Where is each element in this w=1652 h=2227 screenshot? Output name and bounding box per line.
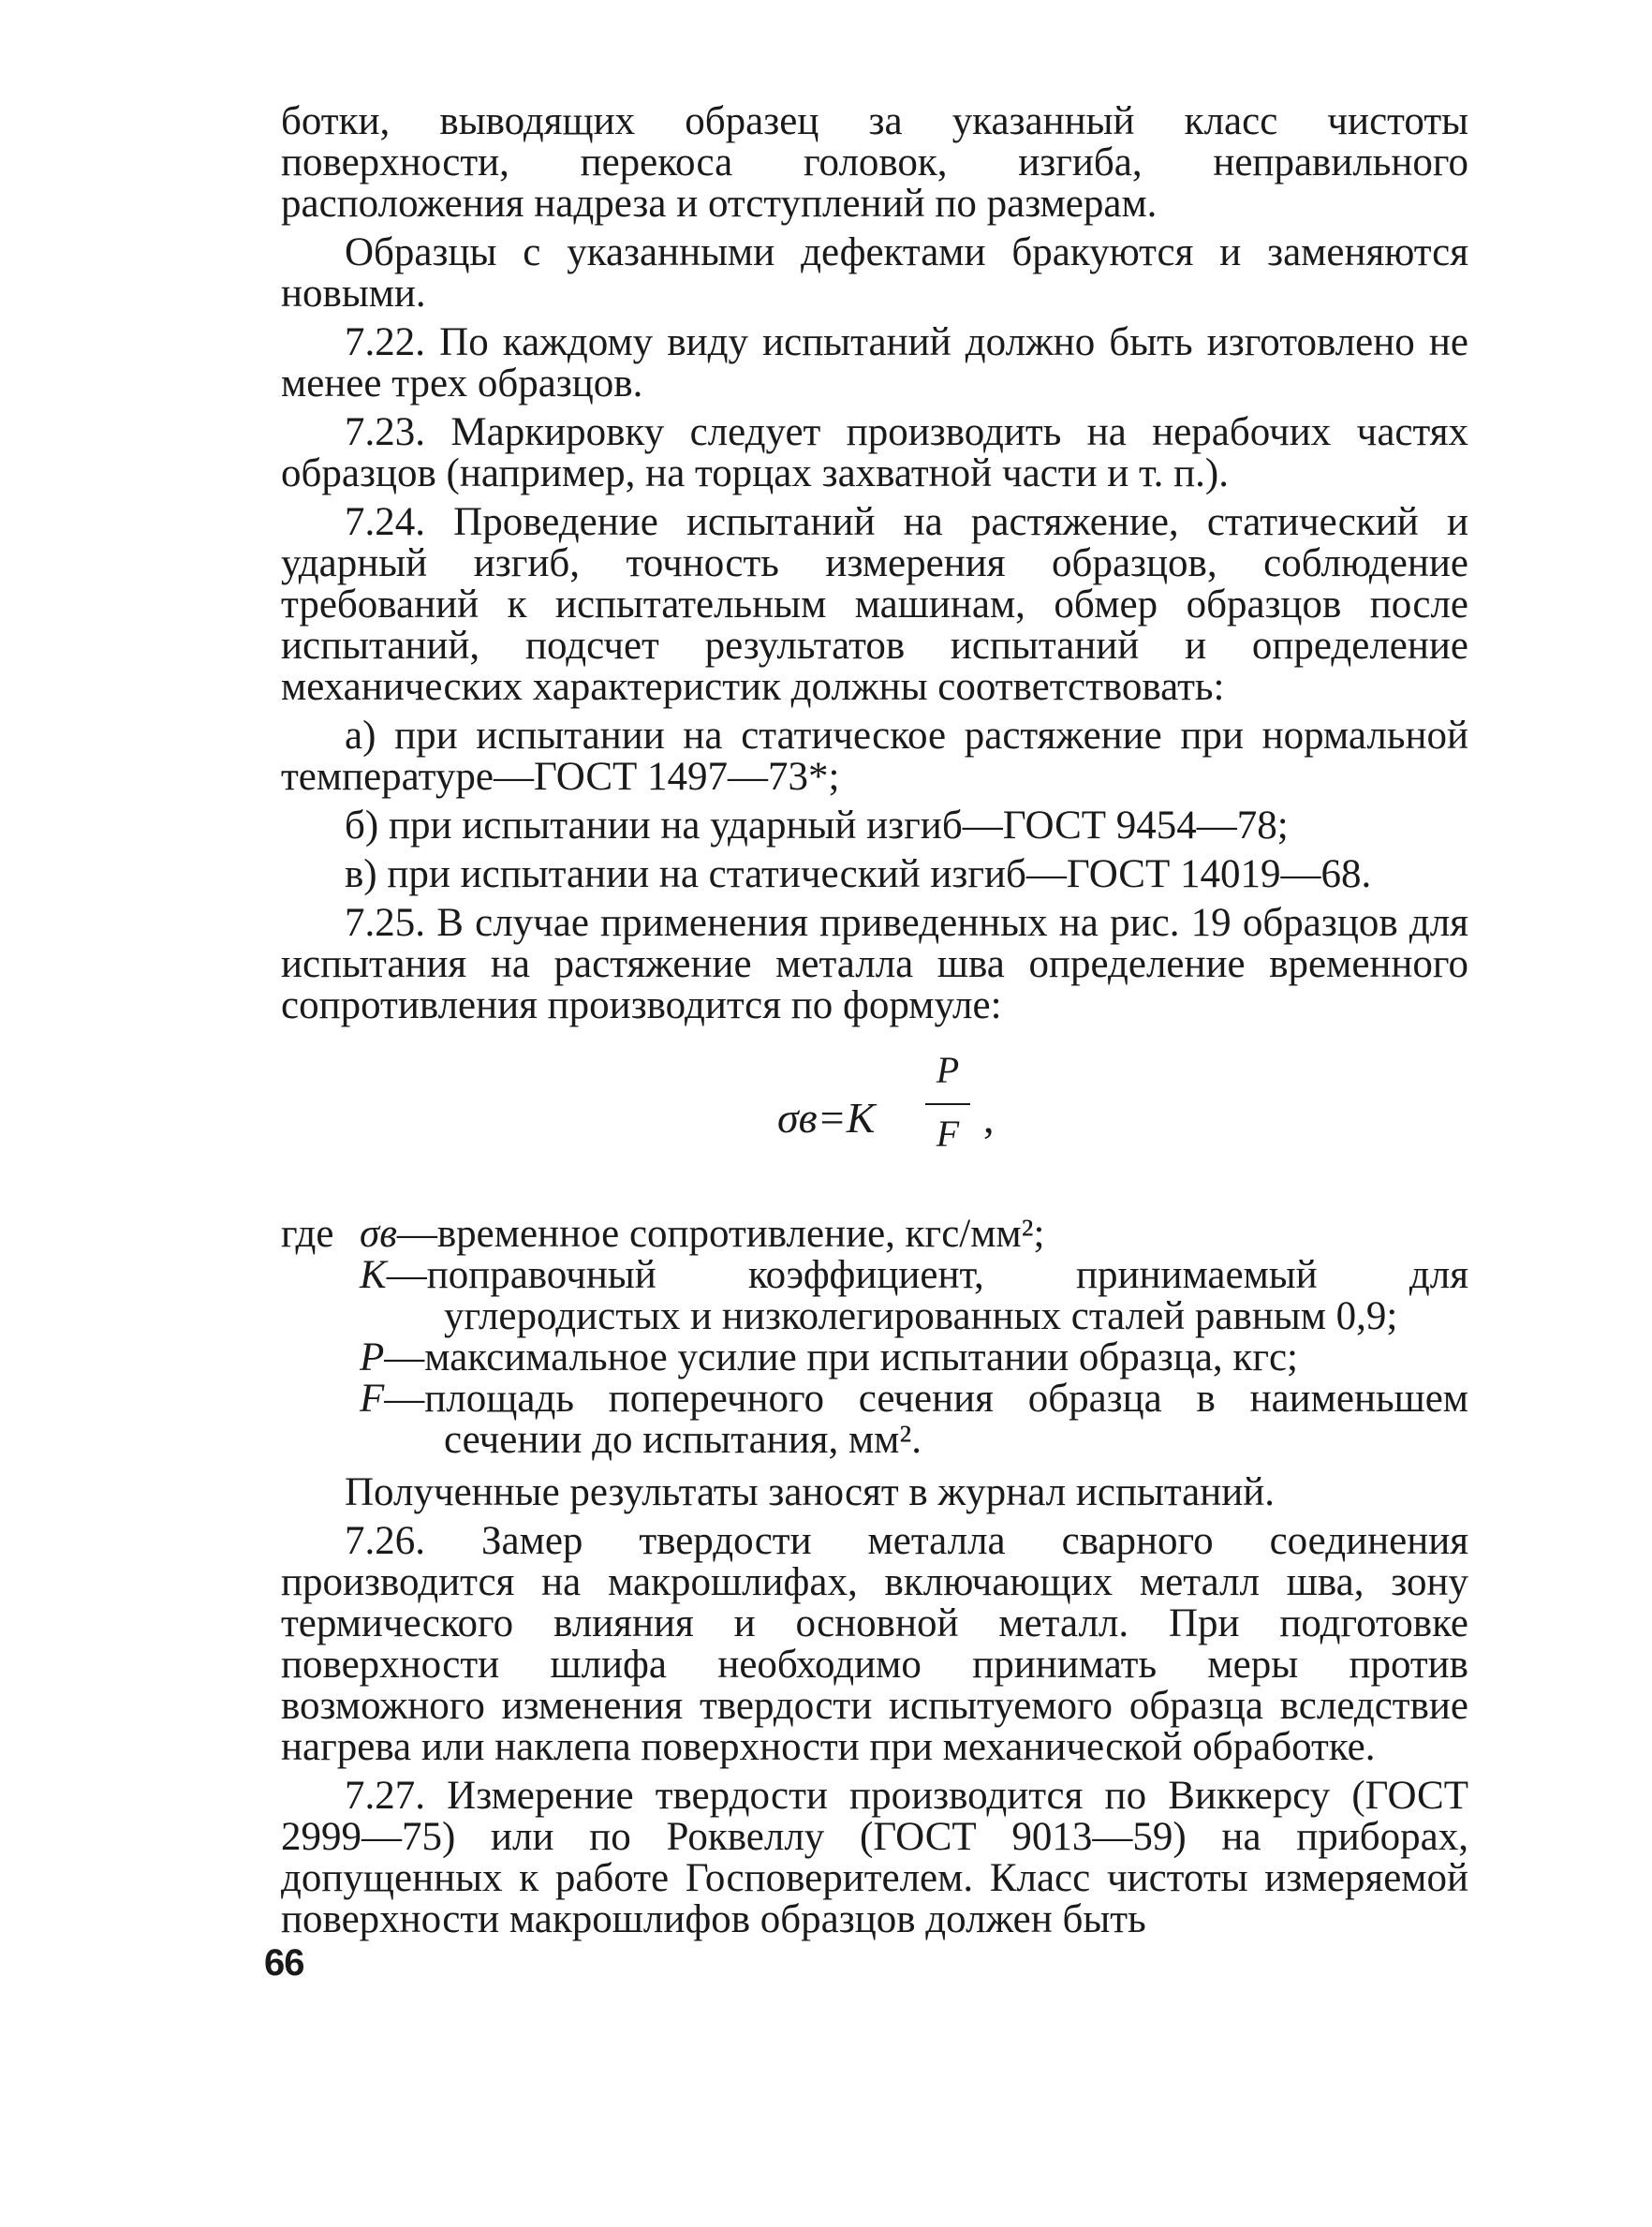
page-number: 66 xyxy=(264,1942,304,1984)
formula-lhs: σв=K xyxy=(777,1094,876,1142)
definition-row xyxy=(281,1214,1468,1255)
paragraph-7-27: 7.27. Измерение твердости производится по Виккерсу (ГОСТ 2999—75) или по Роквеллу (ГОСТ 9013—59) на приборах, допущенных к работе Госповерителем. Класс чистоты измеряемой поверхности макрошлифов образцов должен быть xyxy=(281,1774,1468,1941)
definition-text: —временное сопротивление, кгс/мм²; xyxy=(396,1212,1045,1256)
definitions-lead: где xyxy=(281,1212,334,1256)
paragraph-defects: Образцы с указанными дефектами бракуются и заменяются новыми. xyxy=(281,230,1468,316)
definition-k xyxy=(360,1255,1468,1337)
definition-f xyxy=(360,1379,1468,1461)
paragraph-7-25: 7.25. В случае применения приведенных на рис. 19 образцов для испытания на растяжение металла шва определение временного сопротивления производится по формуле: xyxy=(281,901,1468,1027)
definitions-list xyxy=(281,1214,1468,1461)
list-item-b: б) при испытании на ударный изгиб—ГОСТ 9454—78; xyxy=(345,804,1289,848)
paragraph-continuation: ботки, выводящих образец за указанный класс чистоты поверхности, перекоса головок, изгиба, неправильного расположения надреза и отступлений по размерам. xyxy=(281,99,1468,226)
list-item-v: в) при испытании на статический изгиб—ГОСТ 14019—68. xyxy=(345,852,1372,896)
fraction-bar xyxy=(925,1103,970,1105)
definition-p xyxy=(360,1337,1468,1379)
definition-sigma xyxy=(360,1214,1468,1255)
paragraph-7-22: 7.22. По каждому виду испытаний должно быть изготовлено не менее трех образцов. xyxy=(281,320,1468,406)
formula-fraction xyxy=(920,1049,976,1156)
list-item-a: а) при испытании на статическое растяжение при нормальной температуре—ГОСТ 1497—73*; xyxy=(281,714,1468,799)
definition-text: —максимальное усилие при испытании образца, кгс; xyxy=(384,1335,1298,1379)
formula-trailing: , xyxy=(983,1094,995,1142)
definition-symbol: σв xyxy=(360,1212,397,1256)
definition-text: —поправочный коэффициент, принимаемый для углеродистых и низколегированных сталей равным 0,9; xyxy=(386,1253,1468,1338)
definition-text: —площадь поперечного сечения образца в наименьшем сечении до испытания, мм². xyxy=(384,1377,1468,1462)
formula-denominator: F xyxy=(936,1113,960,1155)
definition-symbol: F xyxy=(360,1377,385,1421)
formula-numerator: P xyxy=(936,1049,960,1091)
definition-symbol: K xyxy=(360,1253,387,1297)
paragraph-7-23: 7.23. Маркировку следует производить на нерабочих частях образцов (например, на торцах захватной части и т. п.). xyxy=(281,410,1468,495)
paragraph-results: Полученные результаты заносят в журнал испытаний. xyxy=(345,1470,1276,1514)
paragraph-7-24: 7.24. Проведение испытаний на растяжение, статический и ударный изгиб, точность измерения образцов, соблюдение требований к испытательным машинам, обмер образцов после испытаний, подсчет результатов испытаний и определение механических характеристик должны соответствовать: xyxy=(281,500,1468,709)
formula xyxy=(281,1049,1468,1208)
definition-symbol: P xyxy=(360,1335,385,1379)
body-text xyxy=(281,101,1468,1940)
paragraph-7-26: 7.26. Замер твердости металла сварного соединения производится на макрошлифах, включающих металл шва, зону термического влияния и основной металл. При подготовке поверхности шлифа необходимо принимать меры против возможного изменения твердости испытуемого образца вследствие нагрева или наклепа поверхности при механической обработке. xyxy=(281,1519,1468,1769)
